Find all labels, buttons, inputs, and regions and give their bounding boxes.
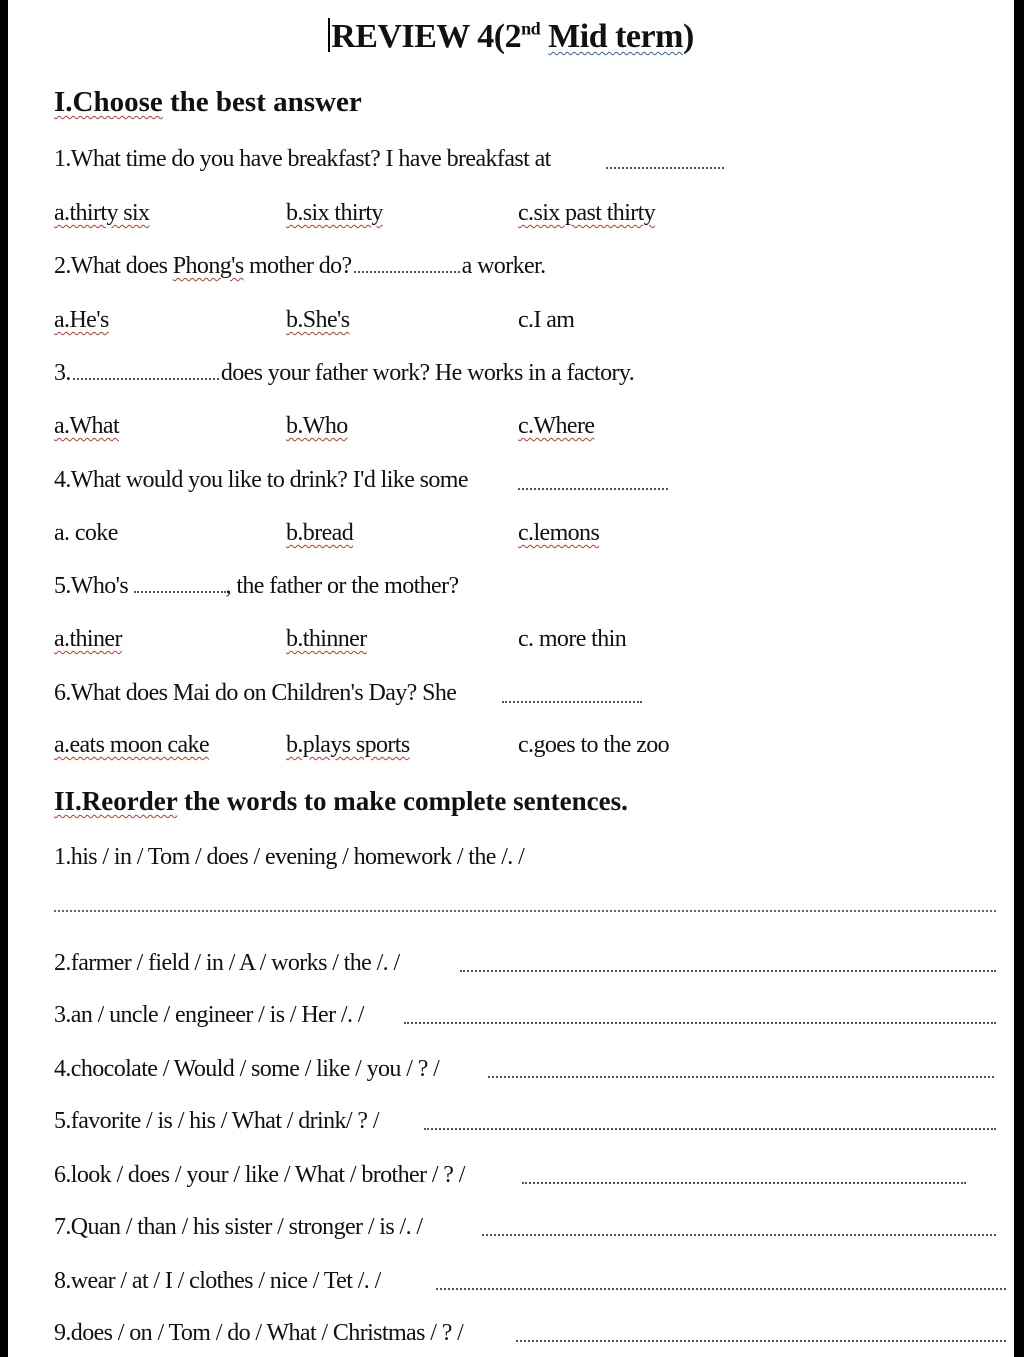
reorder-item-4: 4.chocolate / Would / some / like / you / ? / xyxy=(54,1056,440,1082)
question-1: 1.What time do you have breakfast? I have breakfast at xyxy=(54,146,551,172)
text-cursor xyxy=(328,18,330,52)
option-a[interactable]: a.What xyxy=(54,413,120,439)
option-b[interactable]: b.thinner xyxy=(286,626,367,652)
option-b[interactable]: b.Who xyxy=(286,413,348,439)
option-b[interactable]: b.She's xyxy=(286,307,350,333)
option-a[interactable]: a.eats moon cake xyxy=(54,732,209,758)
option-c[interactable]: c.goes to the zoo xyxy=(518,732,670,758)
answer-line-8[interactable] xyxy=(436,1288,1006,1290)
reorder-item-5: 5.favorite / is / his / What / drink/ ? / xyxy=(54,1108,379,1134)
answer-line-3[interactable] xyxy=(404,1022,996,1024)
option-c[interactable]: c. more thin xyxy=(518,626,627,652)
option-a[interactable]: a.He's xyxy=(54,307,109,333)
page-title: REVIEW 4(2nd Mid term) xyxy=(8,18,1014,56)
option-a[interactable]: a.thirty six xyxy=(54,200,150,226)
option-c[interactable]: c.six past thirty xyxy=(518,200,656,226)
reorder-item-6: 6.look / does / your / like / What / brother / ? / xyxy=(54,1162,465,1188)
reorder-item-9: 9.does / on / Tom / do / What / Christmas / ? / xyxy=(54,1320,464,1346)
question-2: 2.What does Phong's mother do? a worker. xyxy=(54,253,546,279)
answer-blank xyxy=(502,701,642,703)
answer-blank xyxy=(134,591,226,593)
question-3: 3. does your father work? He works in a factory. xyxy=(54,360,635,386)
option-c[interactable]: c.Where xyxy=(518,413,595,439)
answer-blank xyxy=(606,167,724,169)
reorder-item-2: 2.farmer / field / in / A / works / the /. / xyxy=(54,950,400,976)
answer-blank xyxy=(73,378,219,380)
answer-blank xyxy=(354,271,460,273)
option-c[interactable]: c.lemons xyxy=(518,520,600,546)
option-b[interactable]: b.bread xyxy=(286,520,354,546)
reorder-item-1: 1.his / in / Tom / does / evening / homework / the /. / xyxy=(54,844,525,870)
answer-line-5[interactable] xyxy=(424,1128,996,1130)
option-b[interactable]: b.plays sports xyxy=(286,732,410,758)
answer-blank xyxy=(518,488,668,490)
reorder-item-8: 8.wear / at / I / clothes / nice / Tet /. / xyxy=(54,1268,381,1294)
reorder-item-3: 3.an / uncle / engineer / is / Her /. / xyxy=(54,1002,364,1028)
option-a[interactable]: a. coke xyxy=(54,520,118,546)
worksheet-page xyxy=(8,0,1014,1357)
option-c[interactable]: c.I am xyxy=(518,307,575,333)
answer-line-9[interactable] xyxy=(516,1340,1006,1342)
answer-line-6[interactable] xyxy=(522,1182,966,1184)
section-1-heading: I.Choose the best answer xyxy=(54,86,362,118)
option-a[interactable]: a.thiner xyxy=(54,626,122,652)
answer-line-1[interactable] xyxy=(54,910,996,912)
answer-line-4[interactable] xyxy=(488,1076,994,1078)
question-6: 6.What does Mai do on Children's Day? She xyxy=(54,680,457,706)
answer-line-7[interactable] xyxy=(482,1234,996,1236)
section-2-heading: II.Reorder the words to make complete sentences. xyxy=(54,786,628,816)
reorder-item-7: 7.Quan / than / his sister / stronger / is /. / xyxy=(54,1214,423,1240)
question-4: 4.What would you like to drink? I'd like some xyxy=(54,467,468,493)
option-b[interactable]: b.six thirty xyxy=(286,200,383,226)
question-5: 5.Who's , the father or the mother? xyxy=(54,573,459,599)
answer-line-2[interactable] xyxy=(460,970,996,972)
